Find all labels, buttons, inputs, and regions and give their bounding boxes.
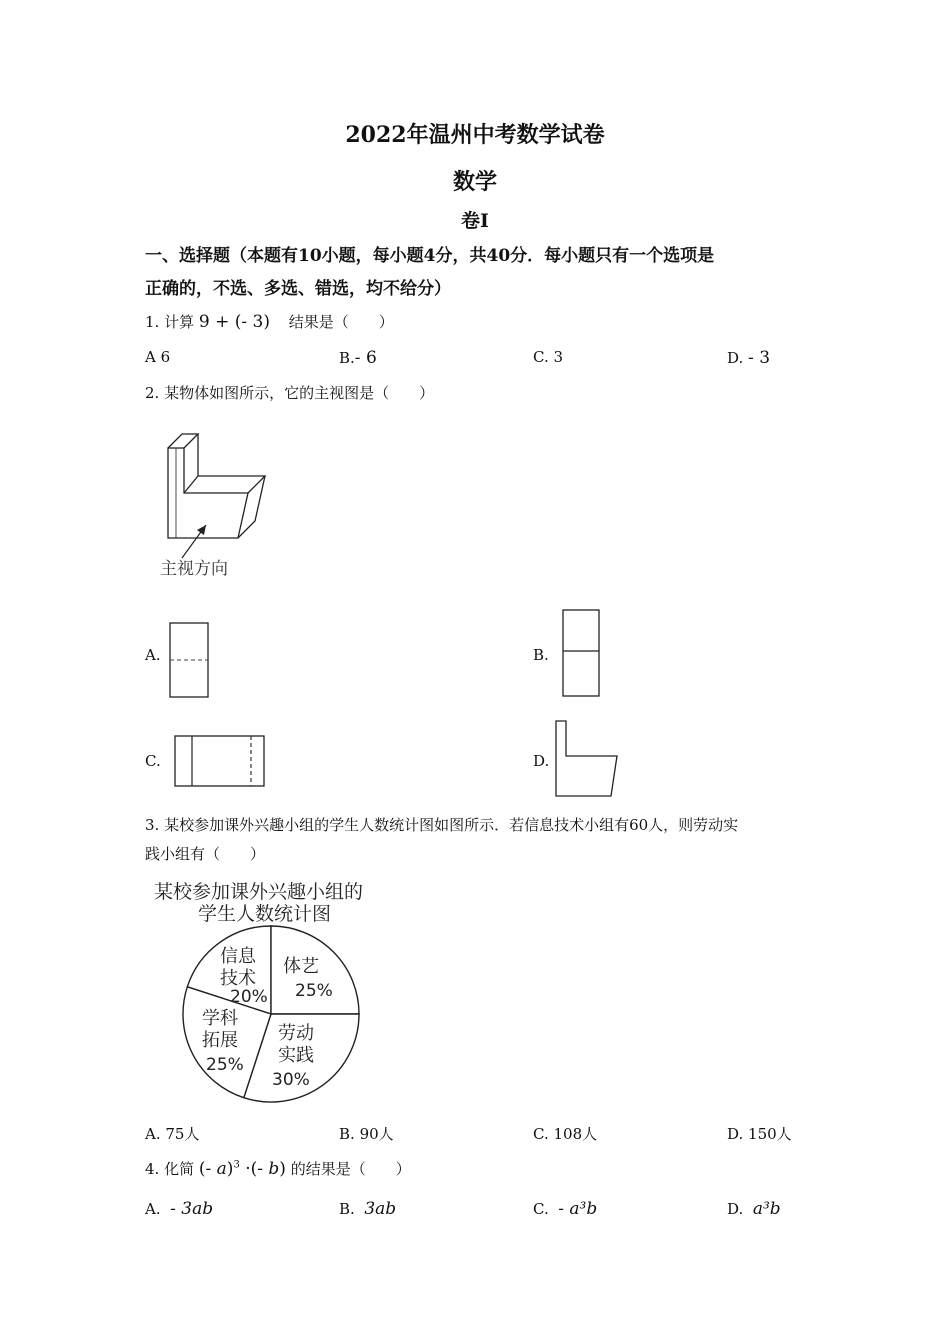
slice-pct-arts: 25% [295, 981, 333, 1001]
slice-pct-subject: 25% [206, 1055, 244, 1075]
q2-option-b-figure[interactable] [560, 607, 604, 699]
q2-stem: 2. 某物体如图所示，它的主视图是（ ） [145, 384, 435, 402]
q4-suffix: 的结果是（ ） [290, 1160, 411, 1178]
q1-option-b[interactable]: B.- 6 [339, 348, 377, 368]
chart-title-line1: 某校参加课外兴趣小组的 [154, 881, 364, 903]
subject-title: 数学 [452, 169, 497, 195]
q4-option-c[interactable]: C. - a³b [533, 1199, 598, 1219]
page-title: 2022年温州中考数学试卷 [345, 122, 605, 148]
slice-label-labor-2: 实践 [278, 1045, 314, 1066]
q1-suffix: 结果是（ ） [288, 313, 394, 331]
q1-option-c[interactable]: C. 3 [533, 348, 564, 366]
volume-title: 卷Ⅰ [461, 210, 489, 232]
q2-option-a-figure[interactable] [168, 620, 212, 700]
slice-label-arts: 体艺 [283, 956, 319, 977]
q4-prefix: 4. 化简 [145, 1160, 195, 1178]
q3-option-d[interactable]: D. 150人 [727, 1125, 792, 1143]
q1-prefix: 1. 计算 [145, 313, 195, 331]
q1-stem [145, 311, 394, 332]
slice-label-info-tech-2: 技术 [220, 968, 256, 989]
q2-option-d-figure[interactable] [553, 718, 623, 800]
slice-pct-info-tech: 20% [230, 987, 268, 1007]
slice-label-subject-2: 拓展 [202, 1030, 238, 1051]
section-header-line1: 一、选择题（本题有10小题，每小题4分，共40分．每小题只有一个选项是 [145, 246, 715, 266]
q2-option-b-label[interactable]: B. [533, 646, 549, 664]
q1-option-a[interactable]: A 6 [145, 348, 171, 366]
chart-title-line2: 学生人数统计图 [198, 903, 332, 925]
q4-stem [145, 1158, 411, 1179]
q3-option-a[interactable]: A. 75人 [145, 1125, 200, 1143]
q4-option-b[interactable]: B. 3ab [339, 1199, 397, 1219]
section-header-line2: 正确的，不选、多选、错选，均不给分） [145, 279, 451, 299]
q3-stem-line2: 践小组有（ ） [145, 845, 266, 863]
q3-option-c[interactable]: C. 108人 [533, 1125, 598, 1143]
q2-object-figure [150, 418, 280, 583]
q3-option-b[interactable]: B. 90人 [339, 1125, 394, 1143]
q2-option-d-label[interactable]: D. [533, 752, 550, 770]
q4-option-d[interactable]: D. a³b [727, 1199, 781, 1219]
q2-option-c-label[interactable]: C. [145, 752, 161, 770]
q2-view-direction-label: 主视方向 [160, 559, 228, 579]
q2-option-a-label[interactable]: A. [145, 646, 161, 664]
q4-expression: (- a)$^3$ ·(- b) [198, 1159, 286, 1179]
q3-stem-line1: 3. 某校参加课外兴趣小组的学生人数统计图如图所示．若信息技术小组有60人，则劳动实 [145, 816, 739, 834]
slice-label-subject-1: 学科 [202, 1008, 238, 1029]
q1-expression: 9 + (- 3) [198, 312, 270, 332]
q4-option-a[interactable]: A. - 3ab [145, 1199, 214, 1219]
slice-label-labor-1: 劳动 [278, 1023, 314, 1044]
slice-pct-labor: 30% [272, 1070, 310, 1090]
q3-pie-chart [150, 876, 400, 1111]
slice-label-info-tech-1: 信息 [220, 946, 256, 967]
q1-option-d[interactable]: D. - 3 [727, 348, 771, 368]
q2-option-c-figure[interactable] [172, 733, 268, 789]
